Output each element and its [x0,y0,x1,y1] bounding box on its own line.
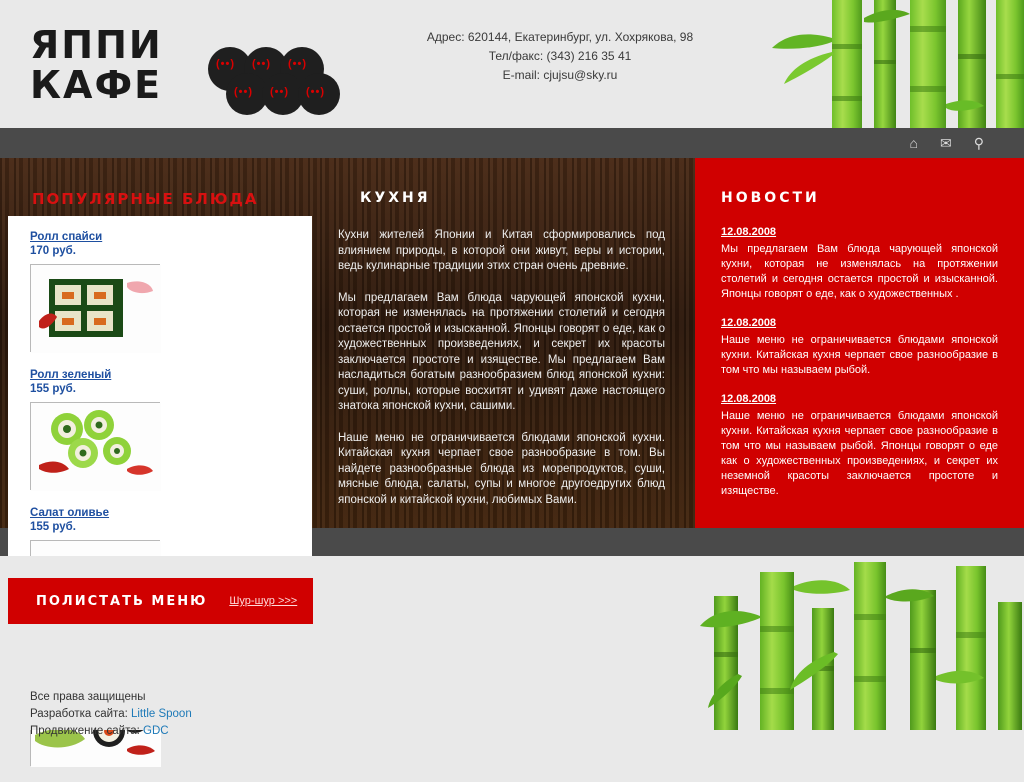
news-date[interactable]: 12.08.2008 [721,393,777,405]
site-logo[interactable] [30,25,330,110]
header-contacts [360,28,760,85]
dish-name[interactable]: Салат оливье [30,507,110,519]
kitchen-paragraph: Кухни жителей Японии и Китая сформировались под влиянием природы, в которой они живут, веры и истории, ведь кулинарные традиции этих стран очень древние. [338,229,665,272]
dish-item[interactable] [30,368,160,490]
contact-phone: Тел/факс: (343) 216 35 41 [488,49,632,63]
footer-area [0,556,1024,737]
kitchen-paragraph: Наше меню не ограничивается блюдами японской кухни. Китайская кухня черпает свое разнообразие в том. Вы найдете разнообразные блюда из морепродуктов, суши, мясные блюда, салаты, супы и многое другоедругих блюд японской и китайской кухни, любимых Вами. [338,431,665,506]
promo-line [30,723,192,740]
news-date[interactable]: 12.08.2008 [721,317,777,329]
dish-photo[interactable] [30,264,160,352]
menu-banner-link[interactable]: Шур-шур >>> [229,595,298,607]
logo-line-1: ЯППИ [30,23,163,67]
dish-price: 170 руб. [30,245,76,257]
menu-banner[interactable] [8,578,313,624]
news-text: Наше меню не ограничивается блюдами японской кухни. Китайская кухня черпает свое разнообразие в том что мы называем рыбой. [721,334,998,376]
bamboo-decoration-header [714,0,1024,128]
news-column [695,158,1024,528]
menu-banner-label: ПОЛИСТАТЬ МЕНЮ [36,593,208,609]
dev-label: Разработка сайта: [30,708,131,720]
news-item [721,317,998,378]
promo-link[interactable]: GDC [143,725,169,737]
contact-address: Адрес: 620144, Екатеринбург, ул. Хохрякова, 98 [426,30,694,44]
mail-icon[interactable]: ✉ [940,135,952,151]
dev-link[interactable]: Little Spoon [130,708,192,720]
news-text: Наше меню не ограничивается блюдами японской кухни. Китайская кухня черпает свое разнообразие в том что мы называем рыбой. Японцы говорят о еде как о художественных произведениях, и секрет их неземной красоты заключается простоте и изяществе. [721,410,998,497]
kitchen-body [338,228,665,508]
dish-photo[interactable] [30,402,160,490]
dish-price: 155 руб. [30,521,76,533]
popular-dishes-title: ПОПУЛЯРНЫЕ БЛЮДА [32,190,259,208]
home-icon[interactable]: ⌂ [909,135,918,151]
news-title: НОВОСТИ [721,190,820,206]
contact-email[interactable]: E-mail: cjujsu@sky.ru [502,68,618,82]
site-header [0,0,1024,128]
logo-line-2: КАФЕ [30,63,163,107]
popular-dishes-column [0,158,320,533]
news-item [721,393,998,499]
promo-label: Продвижение сайта: [30,725,143,737]
news-text: Мы предлагаем Вам блюда чарующей японской кухни, которая не изменялась на протяжении столетий и сегодня остается простой и изысканной. Японцы говорят о еде, как о художественных . [721,243,998,300]
news-item [721,226,998,302]
news-date[interactable]: 12.08.2008 [721,226,777,238]
dish-price: 155 руб. [30,383,76,395]
dish-name[interactable]: Ролл зеленый [30,369,112,381]
main-content [0,158,1024,533]
bamboo-decoration-footer [694,556,1024,730]
search-icon[interactable]: ⚲ [973,135,984,151]
rights-text: Все права защищены [30,691,146,703]
dev-line [30,706,192,723]
dish-name[interactable]: Ролл спайси [30,231,103,243]
dish-item[interactable] [30,230,160,352]
kitchen-column [320,158,695,528]
kitchen-title: КУХНЯ [360,190,431,206]
nav-icon-group [910,128,984,158]
sushi-roll-icon: (••) (••) (••) (••) (••) (••) [208,47,338,117]
footer-copyright [30,689,192,740]
navigation-bar [0,128,1024,158]
kitchen-paragraph: Мы предлагаем Вам блюда чарующей японской кухни, которая не изменялась на протяжении столетий и сегодня остается простой и изысканной. Японцы говорят о еде, как о художественных произведениях, и секрет их красоты заключается простоте и изяществе. Мы предлагаем Вам насладиться богатым разнообразием блюд японской кухни: суши, роллы, которые восхитят и удивят даже настоящего знатока японской кухни, сашими. [338,291,665,412]
